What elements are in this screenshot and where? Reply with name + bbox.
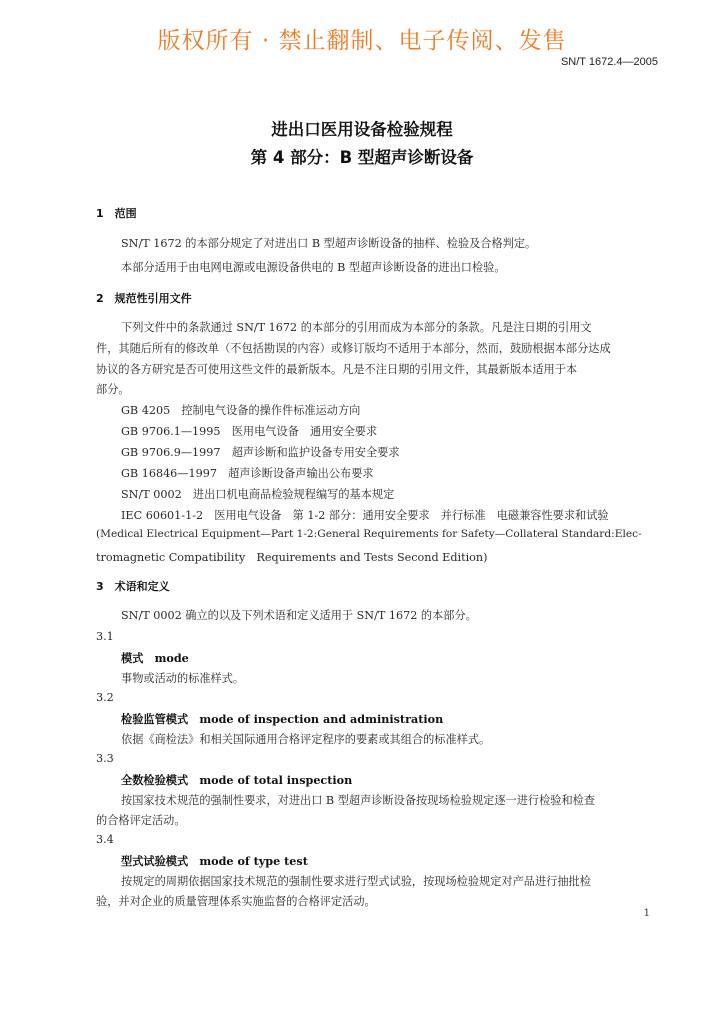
term-definition: 按规定的周期依据国家技术规范的强制性要求进行型式试验，按现场检验规定对产品进行抽批检 (121, 875, 591, 888)
copyright-watermark: 版权所有 · 禁止翻制、电子传阅、发售 (157, 28, 567, 54)
page-number: 1 (643, 908, 650, 919)
reference-item: GB 4205 控制电气设备的操作件标准运动方向 (121, 404, 361, 417)
section-2-heading: 2 规范性引用文件 (96, 292, 192, 305)
term-number: 3.4 (96, 833, 114, 846)
paragraph-line: 部分。 (96, 383, 130, 396)
term-number: 3.3 (96, 752, 114, 765)
paragraph-line: 件，其随后所有的修改单（不包括勘误的内容）或修订版均不适用于本部分，然而，鼓励根据本部分达成 (96, 342, 611, 355)
paragraph-line: 协议的各方研究是否可使用这些文件的最新版本。凡是不注日期的引用文件，其最新版本适用于本 (96, 363, 578, 376)
term-name: 型式试验模式 mode of type test (121, 854, 308, 868)
document-subtitle: 第 4 部分：B 型超声诊断设备 (250, 148, 474, 167)
paragraph-line: 下列文件中的条款通过 SN/T 1672 的本部分的引用而成为本部分的条款。凡是注日期的引用文 (121, 321, 592, 334)
reference-item-continued: tromagnetic Compatibility Requirements and Tests Second Edition) (96, 551, 488, 564)
reference-item: GB 9706.1—1995 医用电气设备 通用安全要求 (121, 425, 378, 438)
reference-item: GB 16846—1997 超声诊断设备声输出公布要求 (121, 467, 374, 480)
reference-item: IEC 60601-1-2 医用电气设备 第 1-2 部分：通用安全要求 并行标准 电磁兼容性要求和试验 (121, 509, 609, 522)
term-definition: 验，并对企业的质量管理体系实施监督的合格评定活动。 (96, 895, 376, 908)
reference-item: GB 9706.9—1997 超声诊断和监护设备专用安全要求 (121, 446, 400, 459)
term-name: 全数检验模式 mode of total inspection (121, 773, 353, 787)
term-definition: 按国家技术规范的强制性要求，对进出口 B 型超声诊断设备按现场检验规定逐一进行检验和检查 (121, 794, 596, 807)
reference-item-continued: (Medical Electrical Equipment—Part 1-2:General Requirements for Safety—Collateral Standard:Elec- (96, 528, 642, 540)
section-1-heading: 1 范围 (96, 207, 137, 220)
term-definition: 事物或活动的标准样式。 (121, 672, 245, 685)
term-name: 模式 mode (121, 651, 189, 665)
reference-item: SN/T 0002 进出口机电商品检验规程编写的基本规定 (121, 488, 395, 501)
section-3-heading: 3 术语和定义 (96, 580, 170, 593)
term-number: 3.1 (96, 630, 114, 643)
paragraph: SN/T 0002 确立的以及下列术语和定义适用于 SN/T 1672 的本部分。 (121, 609, 477, 622)
paragraph: SN/T 1672 的本部分规定了对进出口 B 型超声诊断设备的抽样、检验及合格判定。 (121, 237, 537, 250)
document-title: 进出口医用设备检验规程 (271, 120, 453, 139)
term-definition: 的合格评定活动。 (96, 814, 186, 827)
paragraph: 本部分适用于由电网电源或电源设备供电的 B 型超声诊断设备的进出口检验。 (121, 261, 506, 274)
term-number: 3.2 (96, 691, 114, 704)
term-name: 检验监管模式 mode of inspection and administration (121, 712, 444, 726)
standard-number: SN/T 1672.4—2005 (560, 56, 658, 68)
term-definition: 依据《商检法》和相关国际通用合格评定程序的要素或其组合的标准样式。 (121, 733, 491, 746)
